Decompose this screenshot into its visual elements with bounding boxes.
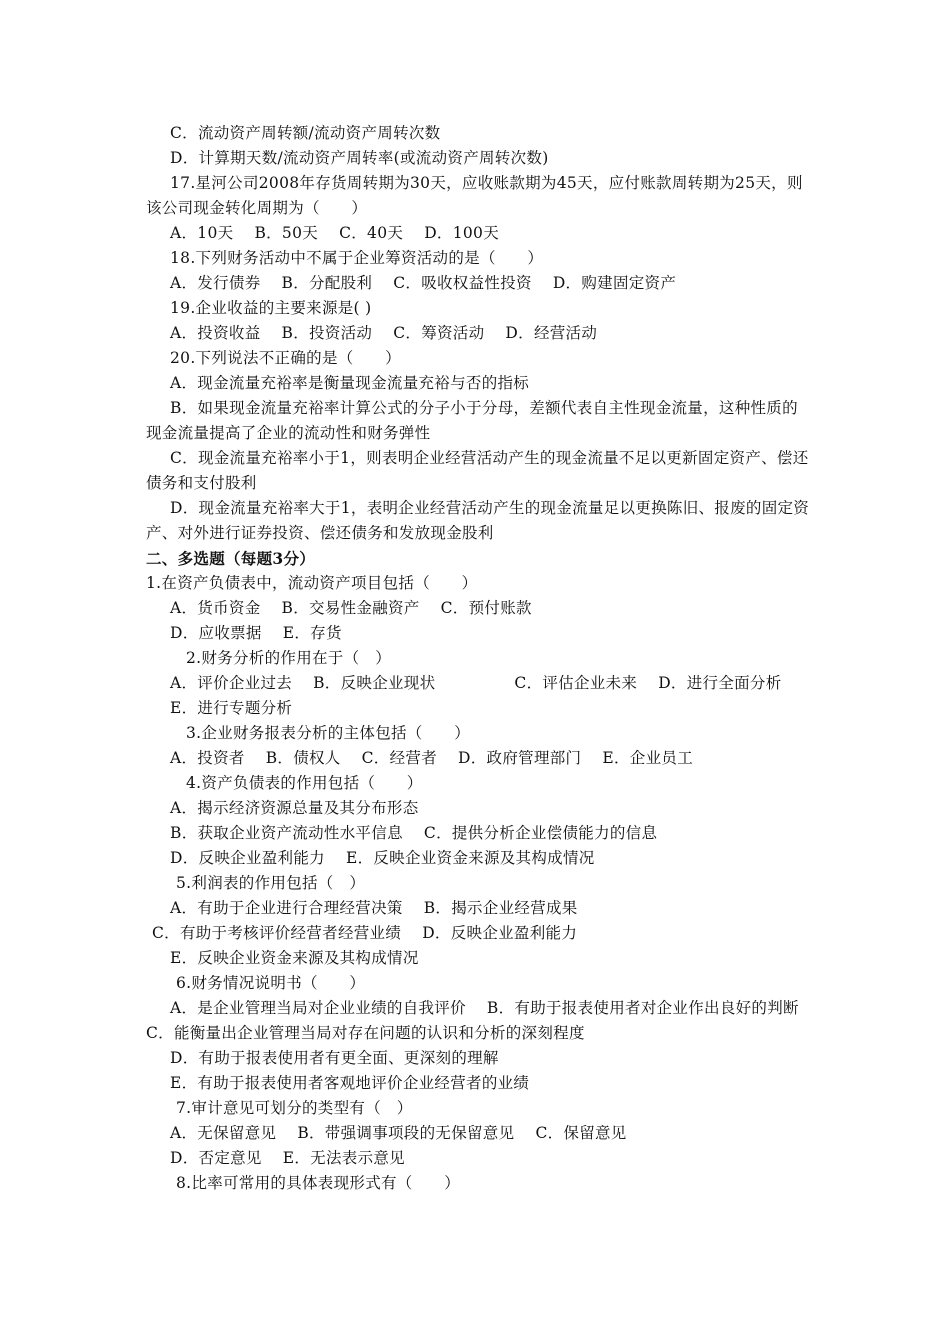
option-line: E．有助于报表使用者客观地评价企业经营者的业绩 [170, 1074, 530, 1092]
question-m6: 6.财务情况说明书（ ） [176, 974, 366, 992]
option-line: D．计算期天数/流动资产周转率(或流动资产周转次数) [170, 149, 549, 167]
option-line: C．流动资产周转额/流动资产周转次数 [170, 124, 441, 142]
option-paragraph: C．现金流量充裕率小于1，则表明企业经营活动产生的现金流量不足以更新固定资产、偿还债务和支付股利 [146, 449, 809, 492]
option-paragraph: D．现金流量充裕率大于1，表明企业经营活动产生的现金流量足以更换陈旧、报废的固定资产、对外进行证券投资、偿还债务和发放现金股利 [146, 499, 810, 542]
question-m2: 2.财务分析的作用在于（ ） [186, 649, 391, 667]
option-line: A．现金流量充裕率是衡量现金流量充裕与否的指标 [170, 374, 530, 392]
option-line: A．无保留意见 B．带强调事项段的无保留意见 C．保留意见 [170, 1124, 627, 1142]
option-line: B．获取企业资产流动性水平信息 C．提供分析企业偿债能力的信息 [170, 824, 658, 842]
option-line: E．反映企业资金来源及其构成情况 [170, 949, 419, 967]
option-line: A．投资收益 B．投资活动 C．筹资活动 D．经营活动 [170, 324, 598, 342]
option-line: D．应收票据 E．存货 [170, 624, 342, 642]
option-line: A．揭示经济资源总量及其分布形态 [170, 799, 419, 817]
option-line: C．有助于考核评价经营者经营业绩 D．反映企业盈利能力 [152, 924, 578, 942]
question-17: 17.星河公司2008年存货周转期为30天，应收账款期为45天，应付账款周转期为25天，则该公司现金转化周期为（ ） [146, 174, 803, 217]
option-paragraph: B．如果现金流量充裕率计算公式的分子小于分母，差额代表自主性现金流量，这种性质的现金流量提高了企业的流动性和财务弹性 [146, 399, 798, 442]
option-line: A．发行债券 B．分配股利 C．吸收权益性投资 D．购建固定资产 [170, 274, 677, 292]
option-line: A．投资者 B．债权人 C．经营者 D．政府管理部门 E．企业员工 [170, 749, 693, 767]
question-20: 20.下列说法不正确的是（ ） [170, 349, 401, 367]
question-19: 19.企业收益的主要来源是( ) [170, 299, 372, 317]
option-line: D．反映企业盈利能力 E．反映企业资金来源及其构成情况 [170, 849, 595, 867]
question-m7: 7.审计意见可划分的类型有（ ） [176, 1099, 413, 1117]
option-paragraph: A．是企业管理当局对企业业绩的自我评价 B．有助于报表使用者对企业作出良好的判断 C．能衡量出企业管理当局对存在问题的认识和分析的深刻程度 [146, 999, 820, 1042]
exam-content [146, 121, 820, 1196]
section-heading: 二、多选题（每题3分） [146, 549, 316, 568]
question-m4: 4.资产负债表的作用包括（ ） [186, 774, 423, 792]
question-m1: 1.在资产负债表中，流动资产项目包括（ ） [146, 574, 478, 592]
option-line: D．有助于报表使用者有更全面、更深刻的理解 [170, 1049, 499, 1067]
option-line: A．评价企业过去 B．反映企业现状 C．评估企业未来 D．进行全面分析 [170, 674, 782, 692]
question-m8: 8.比率可常用的具体表现形式有（ ） [176, 1174, 460, 1192]
option-line: A．10天 B．50天 C．40天 D．100天 [170, 224, 500, 242]
question-18: 18.下列财务活动中不属于企业筹资活动的是（ ） [170, 249, 544, 267]
question-m3: 3.企业财务报表分析的主体包括（ ） [186, 724, 470, 742]
option-line: A．货币资金 B．交易性金融资产 C．预付账款 [170, 599, 532, 617]
option-line: A．有助于企业进行合理经营决策 B．揭示企业经营成果 [170, 899, 578, 917]
option-line: E．进行专题分析 [170, 699, 293, 717]
question-m5: 5.利润表的作用包括（ ） [176, 874, 366, 892]
option-line: D．否定意见 E．无法表示意见 [170, 1149, 405, 1167]
